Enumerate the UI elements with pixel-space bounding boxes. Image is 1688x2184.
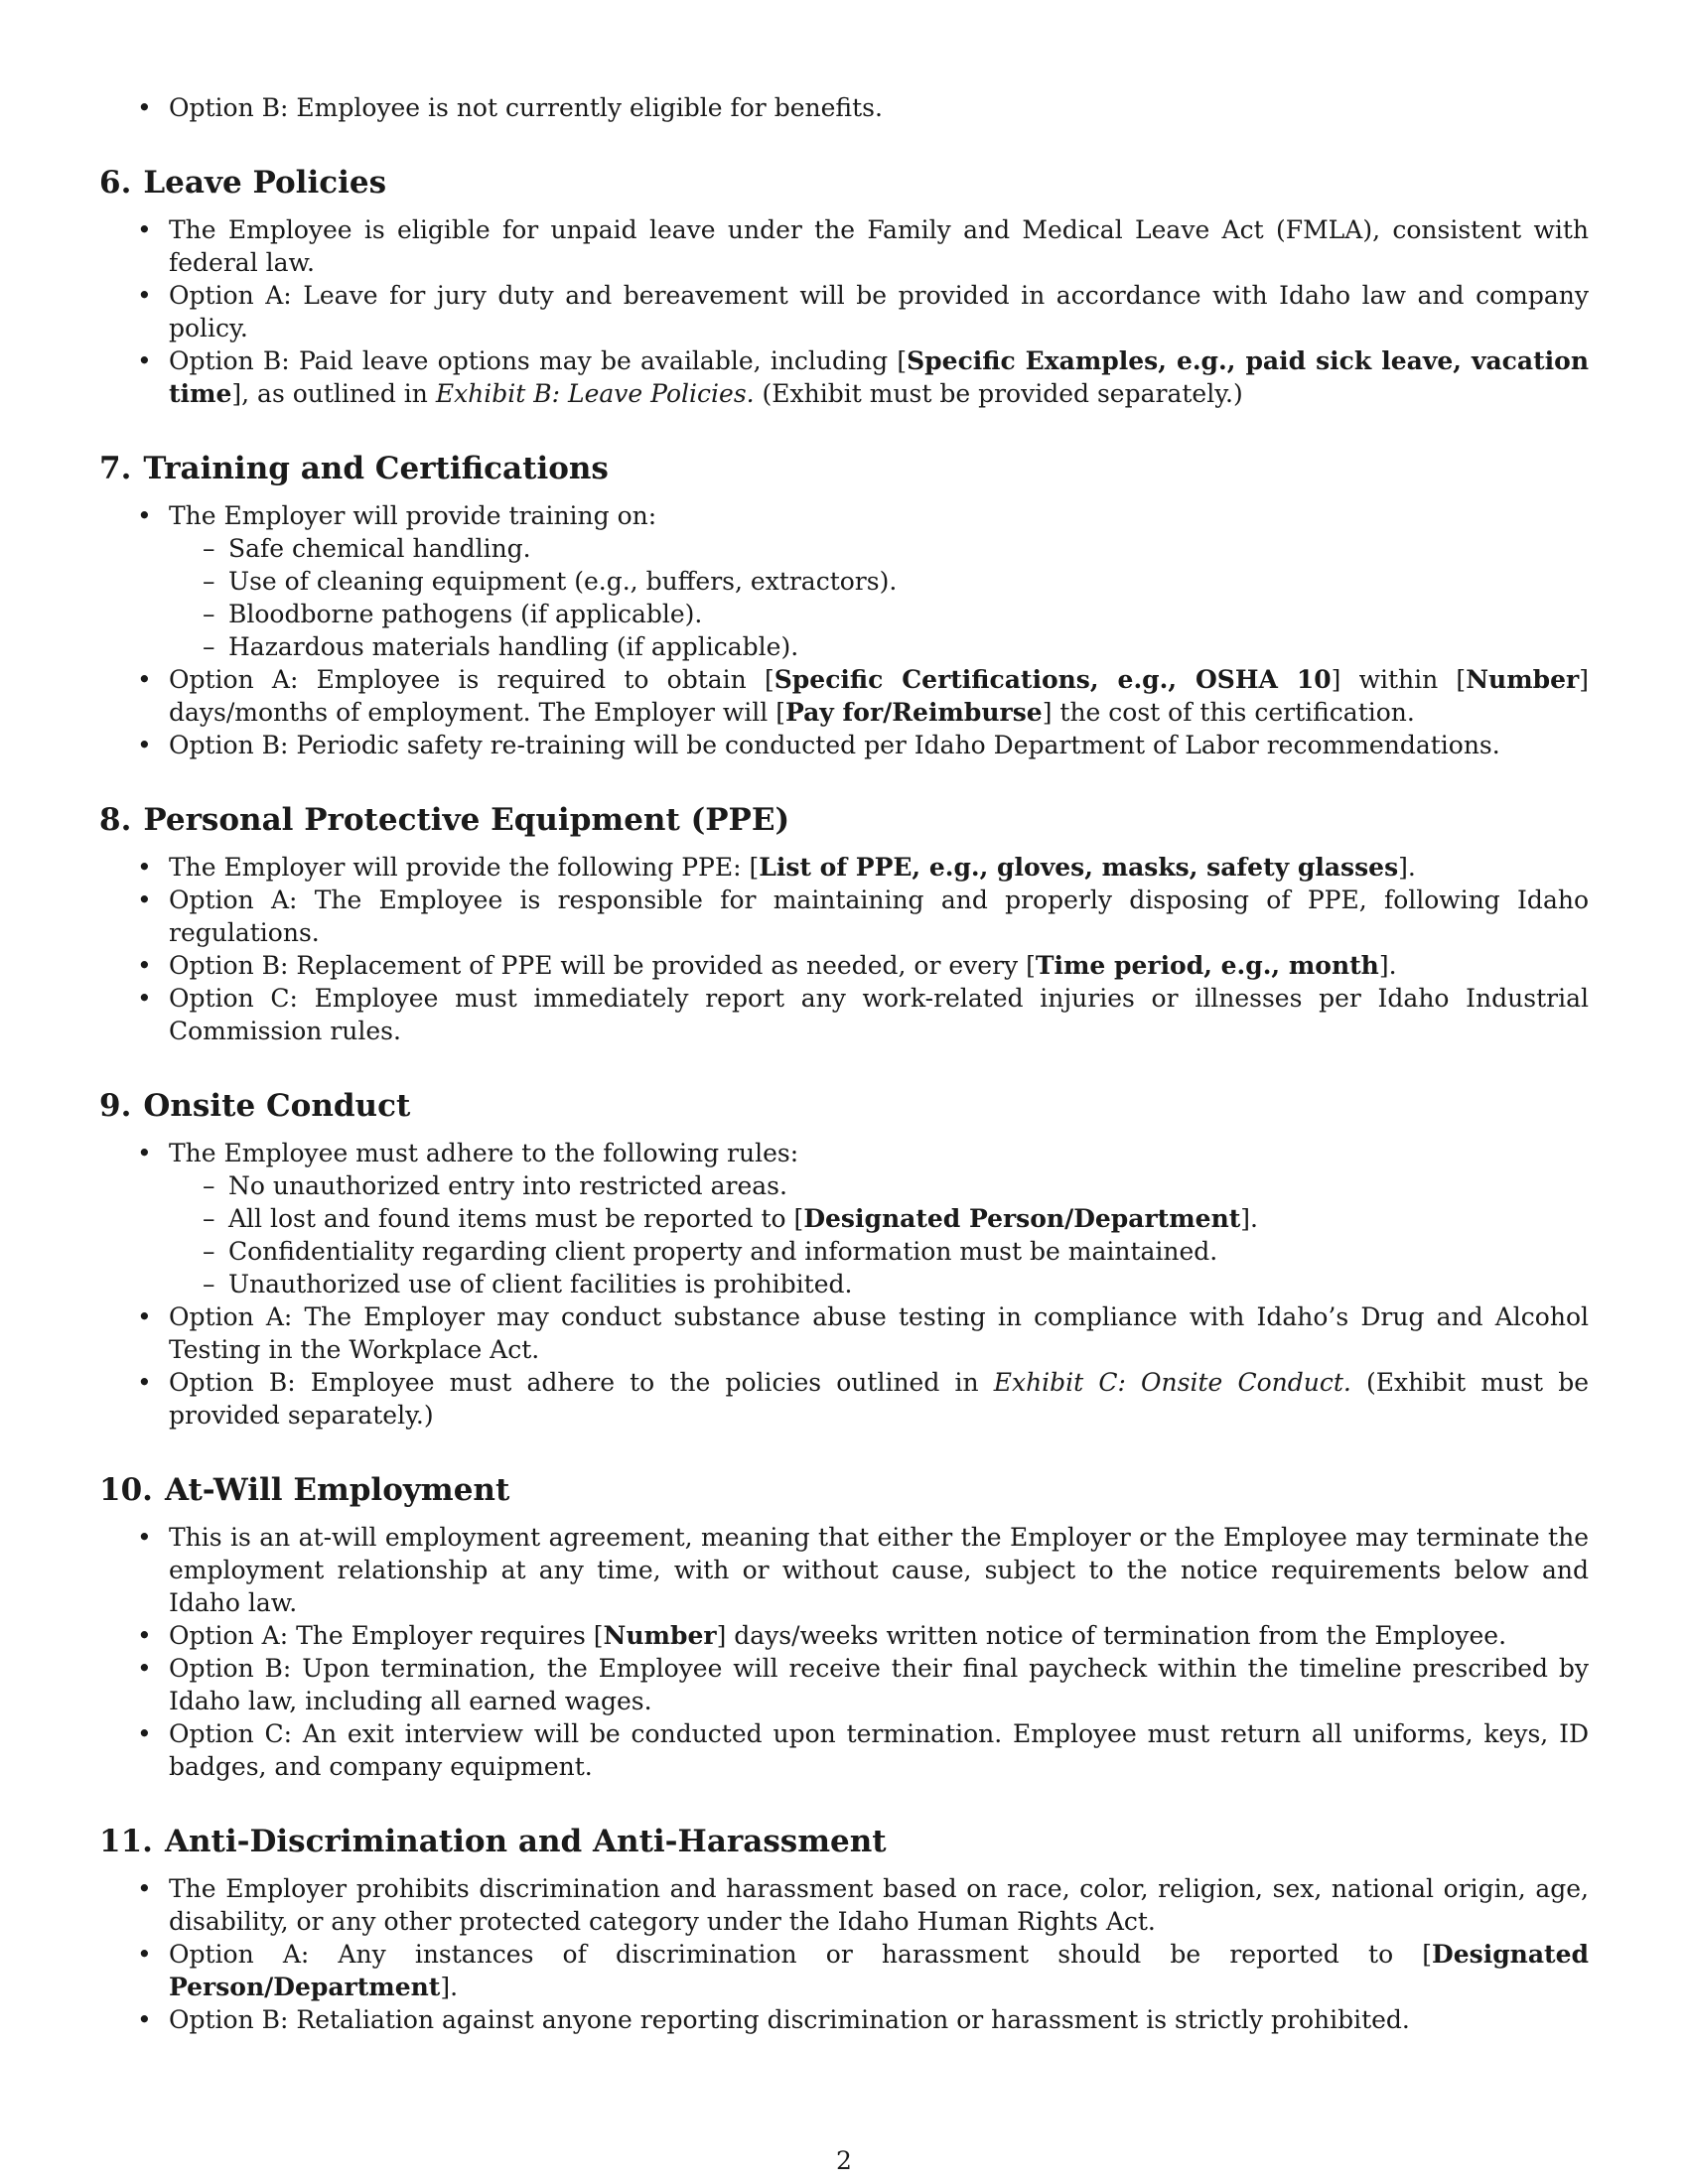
list-item: • Option A: The Employer may conduct substance abuse testing in compliance with Idaho’s Drug and Alcohol Testing in the Workplace Act. (99, 1300, 1589, 1366)
list-item: • Option B: Retaliation against anyone reporting discrimination or harassment is strictly prohibited. (99, 2003, 1589, 2036)
section-heading-training: 7. Training and Certifications (99, 451, 609, 486)
list-item: • The Employee is eligible for unpaid leave under the Family and Medical Leave Act (FMLA), consistent with federal law. (99, 213, 1589, 279)
list-item: • This is an at-will employment agreement, meaning that either the Employer or the Employee may terminate the employment relationship at any time, with or without cause, subject to the notice requirements below and Idaho law. (99, 1521, 1589, 1619)
list-item: • The Employer prohibits discrimination and harassment based on race, color, religion, sex, national origin, age, disability, or any other protected category under the Idaho Human Rights Act. (99, 1872, 1589, 1938)
section-heading-at-will: 10. At-Will Employment (99, 1472, 510, 1508)
list-item: • Option A: The Employee is responsible for maintaining and properly disposing of PPE, following Idaho regulations. (99, 884, 1589, 949)
section-heading-ppe: 8. Personal Protective Equipment (PPE) (99, 802, 790, 838)
list-item: • Option A: Any instances of discrimination or harassment should be reported to [Designated Person/Department]. (99, 1938, 1589, 2003)
list-item: • Option B: Periodic safety re-training will be conducted per Idaho Department of Labor recommendations. (99, 729, 1589, 761)
sub-list-item: – No unauthorized entry into restricted areas. (169, 1169, 1589, 1202)
list-item: • Option B: Employee is not currently eligible for benefits. (99, 91, 1589, 124)
ppe-list (99, 851, 1589, 1047)
section-heading-anti-discrimination: 11. Anti-Discrimination and Anti-Harassment (99, 1824, 887, 1859)
list-item: • The Employee must adhere to the following rules: – No unauthorized entry into restricted areas. – All lost and found items must be reported to [Designated Person/Department]. – Confidentiality regarding client property and information must be maintained. – Unauthorized use of client facilities is prohibited. (99, 1137, 1589, 1300)
sub-list-item: – Unauthorized use of client facilities is prohibited. (169, 1268, 1589, 1300)
list-item: • Option C: Employee must immediately report any work-related injuries or illnesses per Idaho Industrial Commission rules. (99, 982, 1589, 1047)
sub-list-item: – Confidentiality regarding client property and information must be maintained. (169, 1235, 1589, 1268)
onsite-conduct-list (99, 1137, 1589, 1432)
list-item: • Option C: An exit interview will be conducted upon termination. Employee must return all uniforms, keys, ID badges, and company equipment. (99, 1717, 1589, 1783)
sub-list-item: – Hazardous materials handling (if applicable). (169, 630, 1589, 663)
sub-list-item: – Safe chemical handling. (169, 532, 1589, 565)
section-heading-leave-policies: 6. Leave Policies (99, 165, 387, 201)
document-page (99, 91, 1589, 2036)
training-list (99, 499, 1589, 761)
conduct-rules-list (169, 1169, 1589, 1300)
list-item: • The Employer will provide the following PPE: [List of PPE, e.g., gloves, masks, safety glasses]. (99, 851, 1589, 884)
list-item: • Option B: Employee must adhere to the policies outlined in Exhibit C: Onsite Conduct. (Exhibit must be provided separately.) (99, 1366, 1589, 1432)
list-item: • The Employer will provide training on: – Safe chemical handling. – Use of cleaning equipment (e.g., buffers, extractors). – Bloodborne pathogens (if applicable). – Hazardous materials handling (if applicable). (99, 499, 1589, 663)
list-item: • Option A: Leave for jury duty and bereavement will be provided in accordance with Idaho law and company policy. (99, 279, 1589, 344)
anti-discrimination-list (99, 1872, 1589, 2036)
list-item: • Option A: Employee is required to obtain [Specific Certifications, e.g., OSHA 10] within [Number] days/months of employment. The Employer will [Pay for/Reimburse] the cost of this certification. (99, 663, 1589, 729)
list-item: • Option B: Paid leave options may be available, including [Specific Examples, e.g., paid sick leave, vacation time], as outlined in Exhibit B: Leave Policies. (Exhibit must be provided separately.) (99, 344, 1589, 410)
list-item: • Option A: The Employer requires [Number] days/weeks written notice of termination from the Employee. (99, 1619, 1589, 1652)
at-will-list (99, 1521, 1589, 1783)
sub-list-item: – All lost and found items must be reported to [Designated Person/Department]. (169, 1202, 1589, 1235)
list-item: • Option B: Replacement of PPE will be provided as needed, or every [Time period, e.g., month]. (99, 949, 1589, 982)
training-topics-list (169, 532, 1589, 663)
sub-list-item: – Use of cleaning equipment (e.g., buffers, extractors). (169, 565, 1589, 598)
section-heading-onsite-conduct: 9. Onsite Conduct (99, 1088, 411, 1124)
top-bullet-list (99, 91, 1589, 124)
leave-policies-list (99, 213, 1589, 410)
sub-list-item: – Bloodborne pathogens (if applicable). (169, 598, 1589, 630)
list-item: • Option B: Upon termination, the Employee will receive their final paycheck within the timeline prescribed by Idaho law, including all earned wages. (99, 1652, 1589, 1717)
page-number: 2 (836, 2146, 852, 2175)
